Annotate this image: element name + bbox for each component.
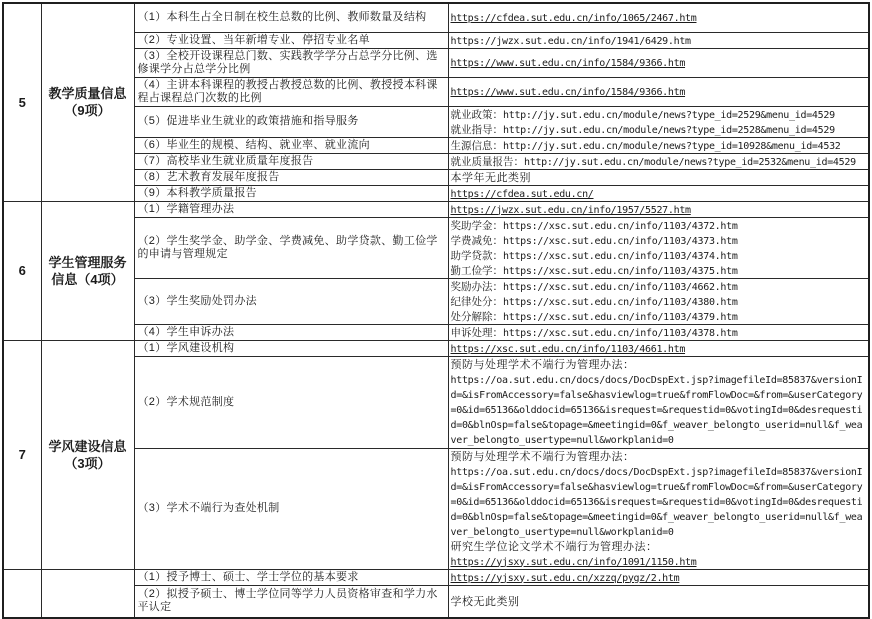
links-cell — [448, 569, 869, 585]
link-line — [451, 279, 867, 294]
links-cell — [448, 324, 869, 340]
links-cell — [448, 169, 869, 185]
url-link[interactable]: https://www.sut.edu.cn/info/1584/9366.htm — [450, 58, 686, 69]
link-line — [451, 263, 867, 278]
link-line — [451, 233, 867, 248]
link-line — [451, 357, 867, 372]
link-line — [451, 122, 867, 137]
url-link: https://xsc.sut.edu.cn/info/1103/4380.htm — [503, 296, 738, 308]
link-label: 就业政策： — [450, 108, 503, 121]
url-link: https://xsc.sut.edu.cn/info/1103/4374.htm — [503, 250, 738, 262]
url-link: https://jwzx.sut.edu.cn/info/1941/6429.htm — [450, 35, 691, 47]
link-line — [451, 154, 867, 169]
link-line — [451, 186, 867, 201]
link-line — [451, 309, 867, 324]
url-link: https://oa.sut.edu.cn/docs/docs/DocDspExt.jsp?imagefileId=85837&versionId=&isFromAccessory=false&hasviewlog=true&fromFlowDoc=&from=&userCategory=0&id=65136&olddocid=65136&isrequest=&requestid=0&votingId=0&desrequestid=0&blnOsp=false&topage=&meetingid=0&f_weaver_belongto_userid=null&f_weaver_belongto_usertype=null&workplanid=0 — [450, 375, 863, 446]
link-line — [451, 202, 867, 217]
table-row — [3, 3, 869, 32]
item-cell: （2）学生奖学金、助学金、学费减免、助学贷款、勤工俭学的申请与管理规定 — [134, 217, 448, 278]
link-line — [451, 341, 867, 356]
section-number: 6 — [3, 201, 41, 340]
table-row — [3, 569, 869, 585]
url-link: https://xsc.sut.edu.cn/info/1103/4372.htm — [503, 220, 738, 232]
link-line — [451, 325, 867, 340]
link-label: 学费减免： — [450, 234, 503, 247]
item-cell: （3）全校开设课程总门数、实践教学学分占总学分比例、选修课学分占总学分比例 — [134, 48, 448, 77]
note-text: 研究生学位论文学术不端行为管理办法： — [450, 540, 658, 553]
section-number — [3, 569, 41, 618]
link-label: 处分解除： — [450, 310, 503, 323]
links-cell — [448, 448, 869, 569]
url-link: https://xsc.sut.edu.cn/info/1103/4379.htm — [503, 311, 738, 323]
item-cell: （4）学生申诉办法 — [134, 324, 448, 340]
item-cell: （2）学术规范制度 — [134, 356, 448, 448]
item-cell: （1）授予博士、硕士、学士学位的基本要求 — [134, 569, 448, 585]
link-line — [451, 294, 867, 309]
url-link[interactable]: https://www.sut.edu.cn/info/1584/9366.htm — [450, 87, 686, 98]
url-link[interactable]: https://cfdea.sut.edu.cn/ — [450, 188, 594, 200]
url-link[interactable]: https://yjsxy.sut.edu.cn/xzzq/pygz/2.htm — [450, 572, 680, 584]
links-cell — [448, 153, 869, 169]
links-cell — [448, 48, 869, 77]
item-cell: （1）学风建设机构 — [134, 340, 448, 356]
links-cell — [448, 137, 869, 153]
link-label: 就业指导： — [450, 123, 503, 136]
item-cell: （8）艺术教育发展年度报告 — [134, 169, 448, 185]
link-line — [451, 248, 867, 263]
item-cell: （3）学术不端行为查处机制 — [134, 448, 448, 569]
item-cell: （2）拟授予硕士、博士学位同等学力人员资格审查和学力水平认定 — [134, 585, 448, 618]
link-line — [451, 539, 867, 554]
links-cell — [448, 278, 869, 324]
link-line — [451, 170, 867, 185]
section-category-label — [41, 569, 134, 618]
link-label: 助学贷款： — [450, 249, 503, 262]
links-cell — [448, 185, 869, 201]
link-line — [451, 55, 867, 70]
link-line — [451, 10, 867, 25]
link-label: 奖励办法： — [450, 280, 503, 293]
link-line — [451, 218, 867, 233]
note-text: 学校无此类别 — [450, 595, 520, 608]
link-line — [451, 554, 867, 569]
link-line — [451, 372, 867, 447]
link-line — [451, 449, 867, 464]
url-link: http://jy.sut.edu.cn/module/news?type_id=10928&menu_id=4532 — [503, 140, 841, 152]
url-link: https://xsc.sut.edu.cn/info/1103/4662.htm — [503, 281, 738, 293]
link-line — [451, 594, 867, 609]
link-line — [451, 138, 867, 153]
item-cell: （6）毕业生的规模、结构、就业率、就业流向 — [134, 137, 448, 153]
link-label: 纪律处分： — [450, 295, 503, 308]
url-link: https://xsc.sut.edu.cn/info/1103/4373.htm — [503, 235, 738, 247]
url-link: https://xsc.sut.edu.cn/info/1103/4378.htm — [503, 327, 738, 339]
url-link[interactable]: https://jwzx.sut.edu.cn/info/1957/5527.htm — [450, 204, 691, 216]
link-label: 申诉处理： — [450, 326, 503, 339]
item-cell: （2）专业设置、当年新增专业、停招专业名单 — [134, 32, 448, 48]
url-link: http://jy.sut.edu.cn/module/news?type_id=2532&menu_id=4529 — [524, 156, 856, 168]
link-label: 奖助学金： — [450, 219, 503, 232]
link-line — [451, 84, 867, 99]
section-category-label: 学生管理服务信息（4项） — [41, 201, 134, 340]
links-cell — [448, 201, 869, 217]
url-link: https://xsc.sut.edu.cn/info/1103/4375.htm — [503, 265, 738, 277]
link-line — [451, 33, 867, 48]
link-line — [451, 570, 867, 585]
url-link: https://oa.sut.edu.cn/docs/docs/DocDspExt.jsp?imagefileId=85837&versionId=&isFromAccessory=false&hasviewlog=true&fromFlowDoc=&from=&userCategory=0&id=65136&olddocid=65136&isrequest=&requestid=0&votingId=0&desrequestid=0&blnOsp=false&topage=&meetingid=0&f_weaver_belongto_userid=null&f_weaver_belongto_usertype=null&workplanid=0 — [450, 466, 863, 538]
link-line — [451, 107, 867, 122]
links-cell — [448, 106, 869, 137]
information-disclosure-table — [2, 2, 870, 619]
url-link[interactable]: https://cfdea.sut.edu.cn/info/1065/2467.htm — [450, 13, 697, 25]
note-text: 本学年无此类别 — [450, 171, 531, 184]
url-link: http://jy.sut.edu.cn/module/news?type_id=2528&menu_id=4529 — [503, 124, 835, 136]
table-row — [3, 340, 869, 356]
link-label: 就业质量报告： — [450, 155, 524, 168]
links-cell — [448, 77, 869, 106]
link-line — [451, 464, 867, 539]
section-category-label: 学风建设信息（3项） — [41, 340, 134, 569]
note-text: 预防与处理学术不端行为管理办法： — [450, 450, 635, 463]
links-cell — [448, 217, 869, 278]
item-cell: （3）学生奖励处罚办法 — [134, 278, 448, 324]
url-link: http://jy.sut.edu.cn/module/news?type_id=2529&menu_id=4529 — [503, 109, 835, 121]
links-cell — [448, 32, 869, 48]
links-cell — [448, 340, 869, 356]
url-link[interactable]: https://xsc.sut.edu.cn/info/1103/4661.htm — [450, 343, 686, 355]
section-number: 7 — [3, 340, 41, 569]
section-number: 5 — [3, 3, 41, 201]
item-cell: （9）本科教学质量报告 — [134, 185, 448, 201]
table-row — [3, 201, 869, 217]
item-cell: （5）促进毕业生就业的政策措施和指导服务 — [134, 106, 448, 137]
item-cell: （7）高校毕业生就业质量年度报告 — [134, 153, 448, 169]
item-cell: （1）学籍管理办法 — [134, 201, 448, 217]
links-cell — [448, 3, 869, 32]
note-text: 预防与处理学术不端行为管理办法： — [450, 359, 635, 371]
links-cell — [448, 585, 869, 618]
link-label: 生源信息： — [450, 139, 503, 152]
links-cell — [448, 356, 869, 448]
url-link[interactable]: https://yjsxy.sut.edu.cn/info/1091/1150.htm — [450, 556, 697, 568]
item-cell: （1）本科生占全日制在校生总数的比例、教师数量及结构 — [134, 3, 448, 32]
link-label: 勤工俭学： — [450, 264, 503, 277]
section-category-label: 教学质量信息（9项） — [41, 3, 134, 201]
item-cell: （4）主讲本科课程的教授占教授总数的比例、教授授本科课程占课程总门次数的比例 — [134, 77, 448, 106]
